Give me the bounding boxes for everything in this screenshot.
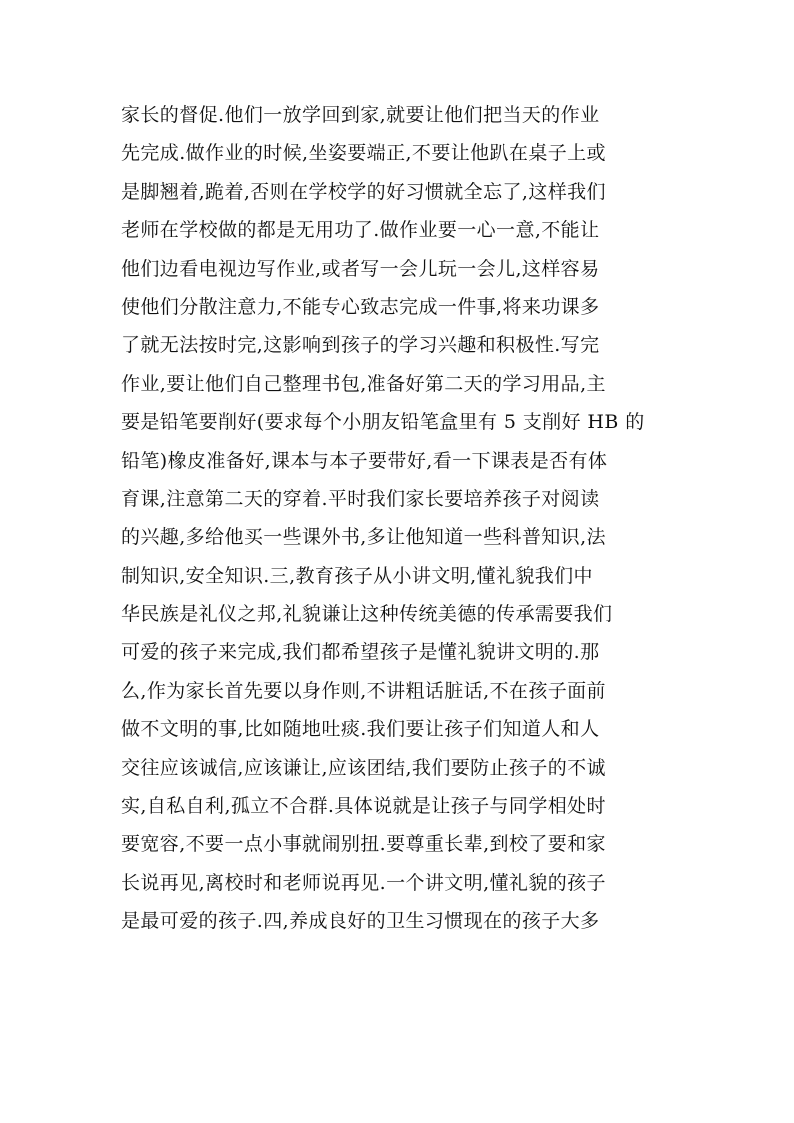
text-line: 铅笔)橡皮准备好,课本与本子要带好,看一下课表是否有体 xyxy=(121,449,608,472)
text-line: 制知识,安全知识.三,教育孩子从小讲文明,懂礼貌我们中 xyxy=(121,564,593,587)
text-line: 可爱的孩子来完成,我们都希望孩子是懂礼貌讲文明的.那 xyxy=(121,641,600,664)
text-line: 使他们分散注意力,不能专心致志完成一件事,将来功课多 xyxy=(121,295,600,318)
text-line: 华民族是礼仪之邦,礼貌谦让这种传统美德的传承需要我们 xyxy=(121,603,613,626)
text-line: 做不文明的事,比如随地吐痰.我们要让孩子们知道人和人 xyxy=(121,718,600,741)
text-line: 是最可爱的孩子.四,养成良好的卫生习惯现在的孩子大多 xyxy=(121,910,600,933)
text-line: 交往应该诚信,应该谦让,应该团结,我们要防止孩子的不诚 xyxy=(121,756,606,779)
text-line: 的兴趣,多给他买一些课外书,多让他知道一些科普知识,法 xyxy=(121,526,606,549)
text-line: 要宽容,不要一点小事就闹别扭.要尊重长辈,到校了要和家 xyxy=(121,833,606,856)
text-line: 育课,注意第二天的穿着.平时我们家长要培养孩子对阅读 xyxy=(121,487,600,510)
text-line: 是脚翘着,跪着,否则在学校学的好习惯就全忘了,这样我们 xyxy=(121,180,606,203)
body-text xyxy=(121,96,681,941)
text-line: 要是铅笔要削好(要求每个小朋友铅笔盒里有 5 支削好 HB 的 xyxy=(121,411,645,434)
text-line: 先完成.做作业的时候,坐姿要端正,不要让他趴在桌子上或 xyxy=(121,142,606,165)
text-line: 长说再见,离校时和老师说再见.一个讲文明,懂礼貌的孩子 xyxy=(121,871,606,894)
text-line: 老师在学校做的都是无用功了.做作业要一心一意,不能让 xyxy=(121,219,600,242)
text-line: 实,自私自利,孤立不合群.具体说就是让孩子与同学相处时 xyxy=(121,795,606,818)
text-line: 家长的督促.他们一放学回到家,就要让他们把当天的作业 xyxy=(121,104,600,126)
text-line: 作业,要让他们自己整理书包,准备好第二天的学习用品,主 xyxy=(121,372,606,395)
text-line: 么,作为家长首先要以身作则,不讲粗话脏话,不在孩子面前 xyxy=(121,679,606,702)
text-line: 了就无法按时完,这影响到孩子的学习兴趣和积极性.写完 xyxy=(121,334,600,357)
text-line: 他们边看电视边写作业,或者写一会儿玩一会儿,这样容易 xyxy=(121,257,600,280)
